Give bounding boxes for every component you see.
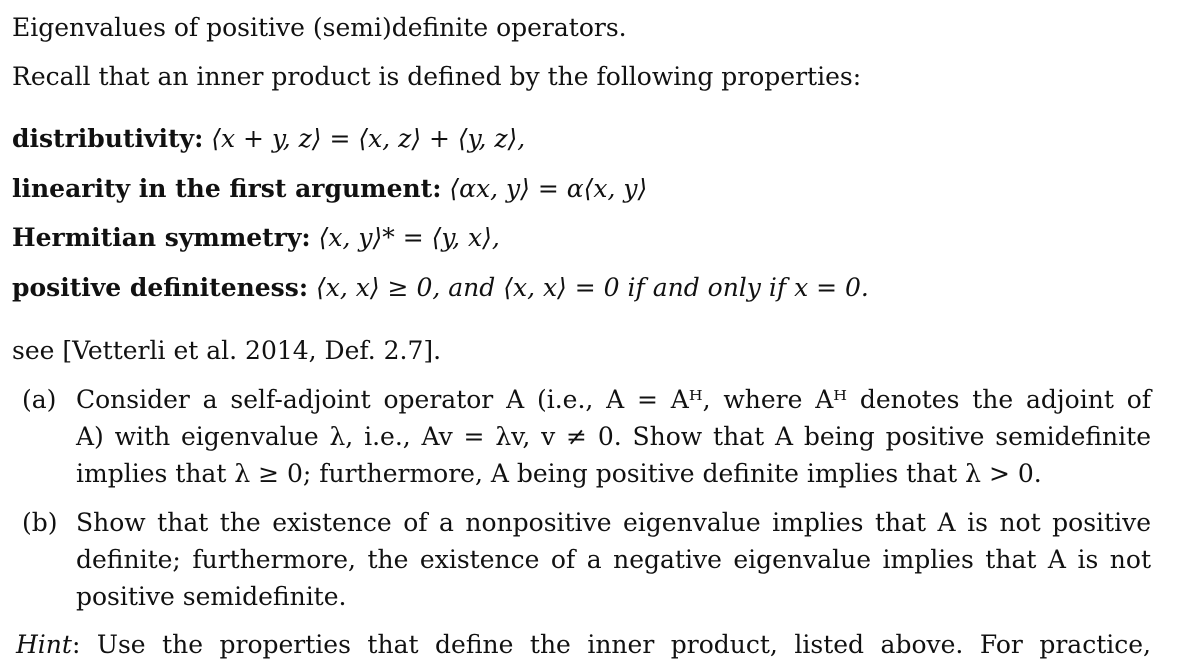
reference-citation: see [Vetterli et al. 2014, Def. 2.7]. <box>12 336 442 365</box>
item-b-body <box>76 504 1151 615</box>
item-b-line: definite; furthermore, the existence of a negative eigenvalue implies that A is not <box>76 545 1151 574</box>
property-linearity <box>12 174 647 204</box>
section-title: Eigenvalues of positive (semi)definite operators. <box>12 13 627 42</box>
property-distributivity <box>12 124 525 154</box>
hint-paragraph <box>16 630 1151 660</box>
property-label: distributivity: <box>12 124 204 153</box>
property-positive-definiteness <box>12 273 869 303</box>
item-b-line: positive semidefinite. <box>76 582 347 611</box>
hint-label: Hint <box>16 630 72 659</box>
item-a-body <box>76 381 1151 492</box>
property-label: linearity in the first argument: <box>12 174 442 203</box>
item-b-line: Show that the existence of a nonpositive eigenvalue implies that A is not positive <box>76 508 1151 537</box>
hint-text: : Use the properties that define the inner product, listed above. For practice, <box>71 630 1151 659</box>
property-formula: ⟨x, y⟩* = ⟨y, x⟩, <box>318 223 500 252</box>
item-a-line: implies that λ ≥ 0; furthermore, A being positive definite implies that λ > 0. <box>76 459 1042 488</box>
item-a-line: A) with eigenvalue λ, i.e., Av = λv, v ≠ 0. Show that A being positive semidefinite <box>76 422 1151 451</box>
item-a-line: Consider a self-adjoint operator A (i.e., A = Aᴴ, where Aᴴ denotes the adjoint of <box>76 385 1151 414</box>
property-label: positive definiteness: <box>12 273 309 302</box>
item-b-label: (b) <box>22 508 58 537</box>
property-label: Hermitian symmetry: <box>12 223 311 252</box>
property-formula: ⟨x, x⟩ ≥ 0, and ⟨x, x⟩ = 0 if and only if x = 0. <box>316 273 869 302</box>
property-formula: ⟨x + y, z⟩ = ⟨x, z⟩ + ⟨y, z⟩, <box>211 124 526 153</box>
intro-sentence: Recall that an inner product is defined by the following properties: <box>12 62 862 91</box>
item-a-label: (a) <box>22 385 57 414</box>
property-formula: ⟨αx, y⟩ = α⟨x, y⟩ <box>449 174 648 203</box>
property-hermitian-symmetry <box>12 223 500 253</box>
